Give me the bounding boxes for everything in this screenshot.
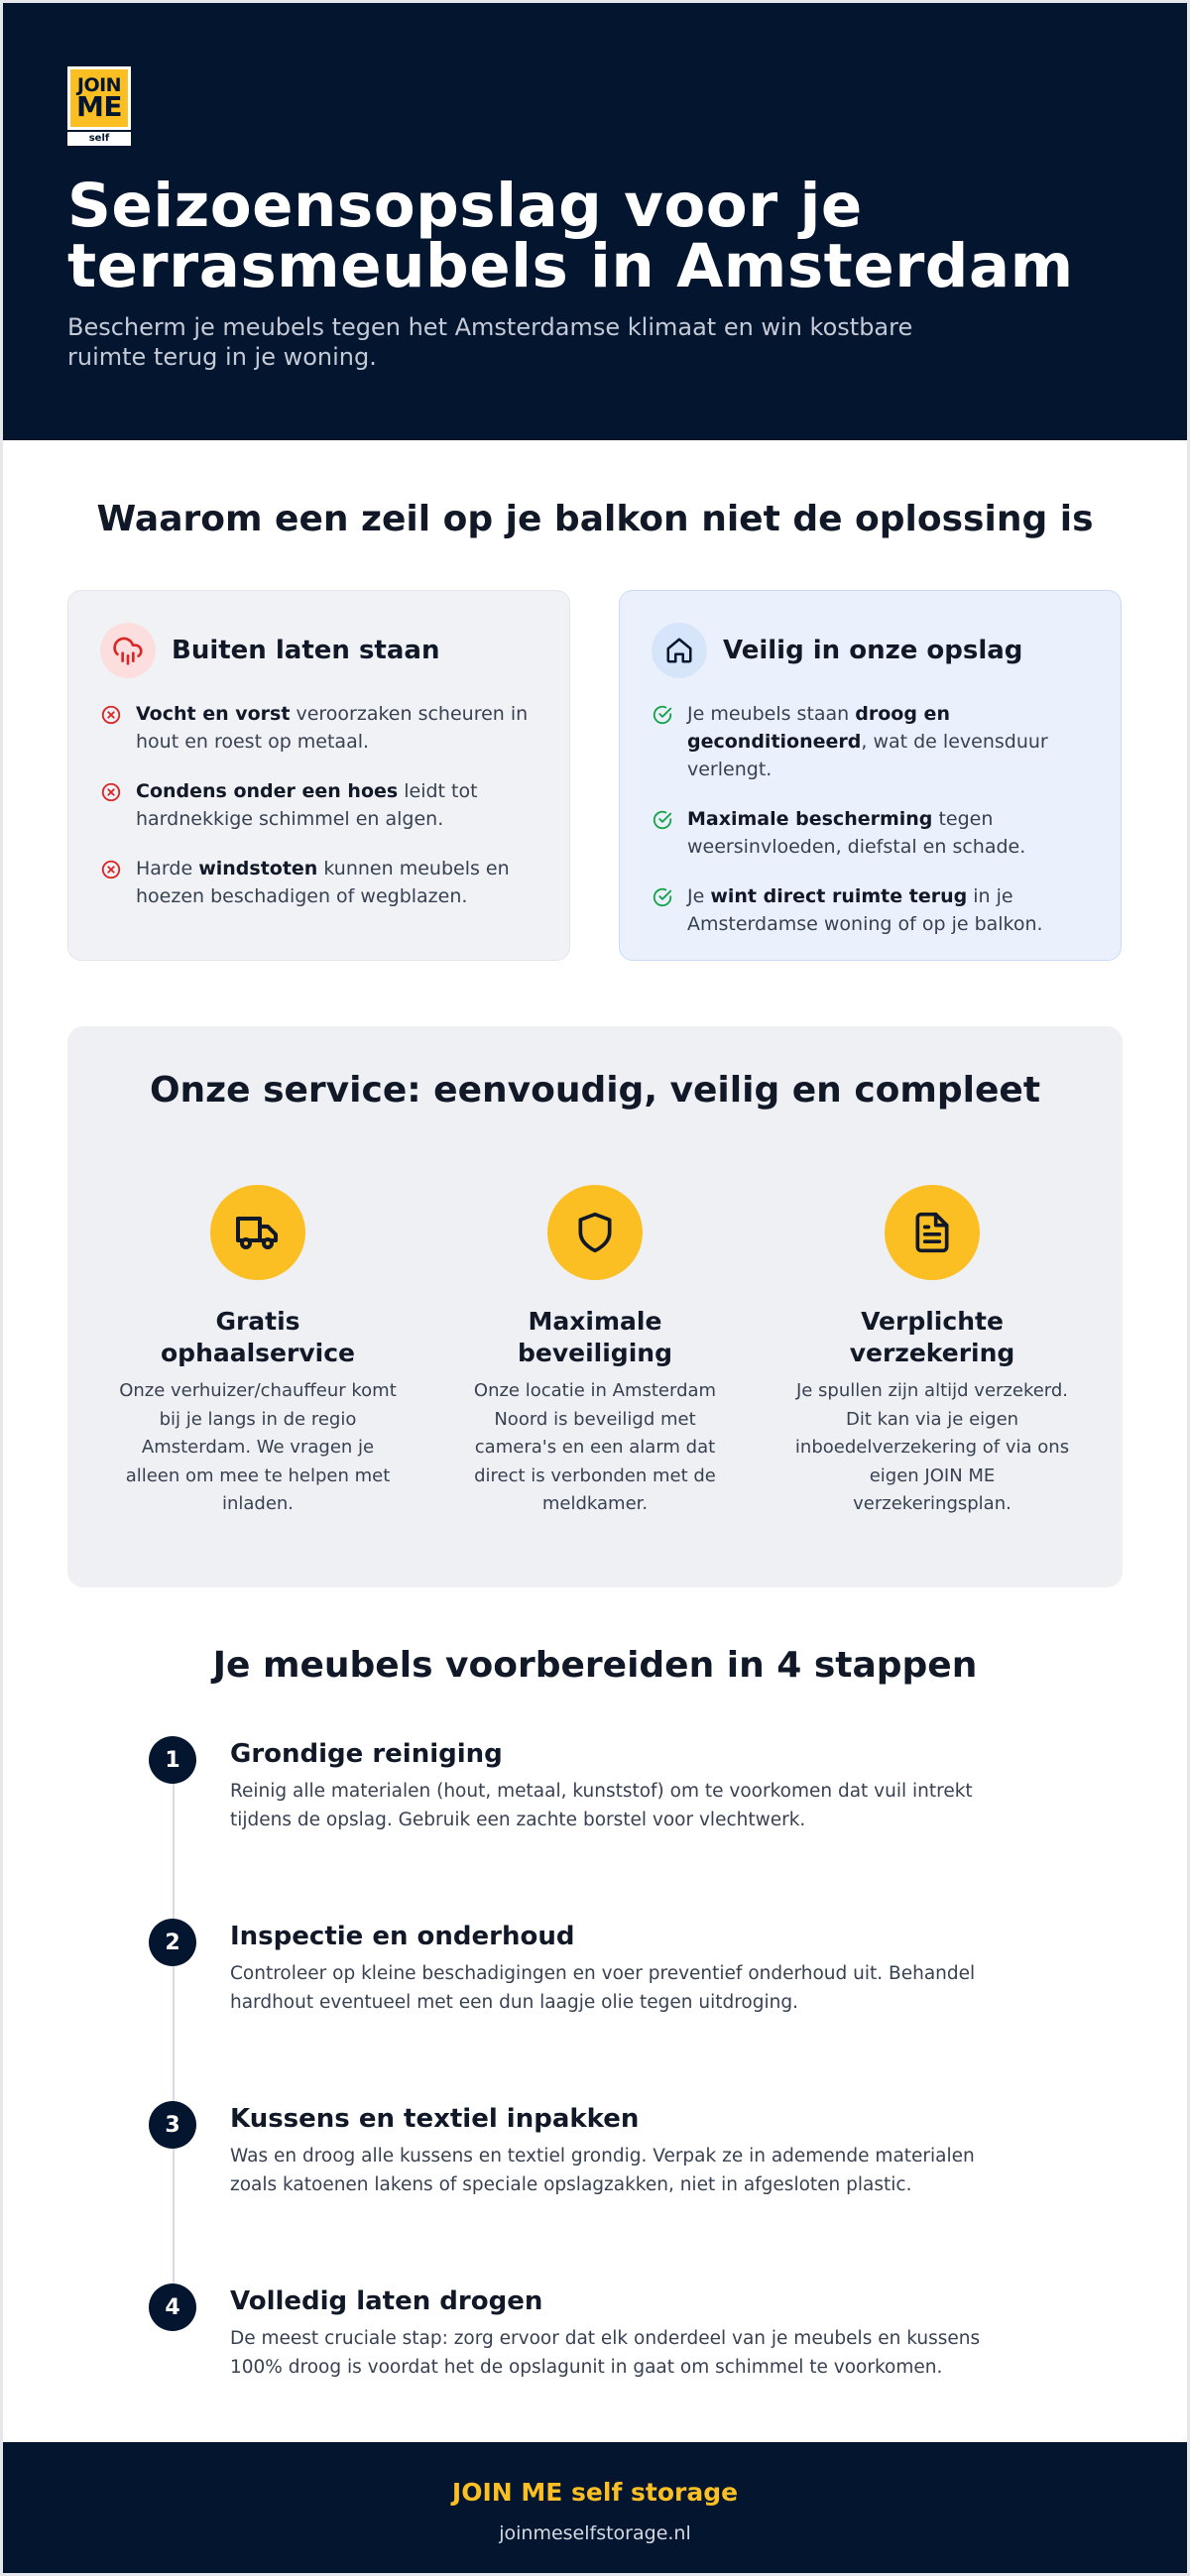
- comparison-point-text: Maximale bescherming tegen weersinvloeden, diefstal en schade.: [687, 808, 1026, 858]
- check-circle-icon: [652, 704, 673, 783]
- step-text: Reinig alle materialen (hout, metaal, kunststof) om te voorkomen dat vuil intrekt tijdens de opslag. Gebruik een zachte borstel voor vlechtwerk.: [230, 1781, 973, 1830]
- step-number: 1: [149, 1736, 196, 1784]
- comparison-point: [652, 805, 1089, 861]
- check-circle-icon: [652, 809, 673, 861]
- outdoor-points: [100, 700, 537, 910]
- service-item-text: Onze verhuizer/chauffeur komt bij je langs in de regio Amsterdam. We vragen je alleen om mee te helpen met inladen.: [119, 1380, 397, 1514]
- step-text: Controleer op kleine beschadigingen en voer preventief onderhoud uit. Behandel hardhout eventueel met een dun laagje olie tegen uitdroging.: [230, 1963, 976, 2013]
- comparison-point-text: Je wint direct ruimte terug in je Amsterdamse woning of op je balkon.: [687, 885, 1043, 935]
- service-item-security: [456, 1185, 734, 1519]
- comparison-point: [652, 882, 1089, 938]
- page-subtitle: Bescherm je meubels tegen het Amsterdamse klimaat en win kostbare ruimte terug in je woning.: [67, 313, 913, 371]
- step-connector: [173, 1784, 175, 1919]
- step-text: De meest cruciale stap: zorg ervoor dat elk onderdeel van je meubels en kussens 100% droog is voordat het de opslagunit in gaat om schimmel te voorkomen.: [230, 2328, 981, 2378]
- service-item-title: Gratis ophaalservice: [161, 1307, 355, 1367]
- service-item-insurance: [793, 1185, 1071, 1519]
- comparison-point-text: Harde windstoten kunnen meubels en hoezen beschadigen of wegblazen.: [136, 858, 510, 907]
- step-title: Volledig laten drogen: [230, 2286, 543, 2316]
- page-title: Seizoensopslag voor je terrasmeubels in Amsterdam: [67, 171, 1074, 301]
- outdoor-card-title: Buiten laten staan: [172, 636, 440, 665]
- page: [3, 3, 1187, 2573]
- x-circle-icon: [100, 859, 122, 910]
- service-item-text: Onze locatie in Amsterdam Noord is beveiligd met camera's en een alarm dat direct is verbonden met de meldkamer.: [473, 1380, 717, 1514]
- service-item-pickup: [119, 1185, 397, 1519]
- step-title: Inspectie en onderhoud: [230, 1922, 575, 1951]
- hero-header: [3, 3, 1187, 440]
- comparison-point: [100, 777, 537, 833]
- truck-icon: [210, 1185, 305, 1280]
- service-item-title: Verplichte verzekering: [849, 1307, 1015, 1367]
- footer: [3, 2442, 1187, 2573]
- step-number: 2: [149, 1919, 196, 1966]
- step-connector: [173, 1966, 175, 2101]
- service-section: [67, 1026, 1123, 1587]
- outdoor-card: [67, 590, 570, 961]
- logo: [67, 66, 131, 158]
- home-icon: [652, 623, 707, 678]
- logo-subtext: self storage: [67, 132, 131, 146]
- step-title: Grondige reiniging: [230, 1739, 503, 1769]
- service-item-text: Je spullen zijn altijd verzekerd. Dit kan via je eigen inboedelverzekering of via ons eigen JOIN ME verzekeringsplan.: [794, 1380, 1070, 1514]
- footer-brand: JOIN ME self storage: [451, 2478, 739, 2507]
- storage-points: [652, 700, 1089, 938]
- steps-title: Je meubels voorbereiden in 4 stappen: [212, 1645, 978, 1686]
- comparison-point: [100, 855, 537, 910]
- step-text: Was en droog alle kussens en textiel grondig. Verpak ze in ademende materialen zoals katoenen lakens of speciale opslagzakken, niet in afgesloten plastic.: [230, 2146, 975, 2195]
- storage-card: [619, 590, 1122, 961]
- logo-line-2: ME: [76, 89, 122, 123]
- comparison-title: Waarom een zeil op je balkon niet de oplossing is: [96, 499, 1094, 539]
- comparison-point: [100, 700, 537, 756]
- footer-url[interactable]: joinmeselfstorage.nl: [499, 2522, 691, 2544]
- logo-line-1: JOIN: [76, 73, 122, 96]
- service-title: Onze service: eenvoudig, veilig en compleet: [149, 1070, 1041, 1111]
- step-number: 3: [149, 2101, 196, 2149]
- step-title: Kussens en textiel inpakken: [230, 2104, 640, 2134]
- check-circle-icon: [652, 886, 673, 938]
- x-circle-icon: [100, 704, 122, 756]
- storage-card-title: Veilig in onze opslag: [723, 636, 1023, 665]
- logo-mark: [67, 66, 131, 130]
- cloud-rain-icon: [100, 623, 156, 678]
- comparison-point: [652, 700, 1089, 783]
- service-item-title: Maximale beveiliging: [518, 1307, 672, 1367]
- comparison-point-text: Vocht en vorst veroorzaken scheuren in hout en roest op metaal.: [136, 703, 529, 753]
- step-number: 4: [149, 2283, 196, 2331]
- shield-icon: [547, 1185, 643, 1280]
- comparison-point-text: Je meubels staan droog en geconditioneerd, wat de levensduur verlengt.: [687, 703, 1048, 780]
- x-circle-icon: [100, 781, 122, 833]
- step-connector: [173, 2149, 175, 2283]
- document-icon: [885, 1185, 980, 1280]
- comparison-point-text: Condens onder een hoes leidt tot hardnekkige schimmel en algen.: [136, 780, 478, 830]
